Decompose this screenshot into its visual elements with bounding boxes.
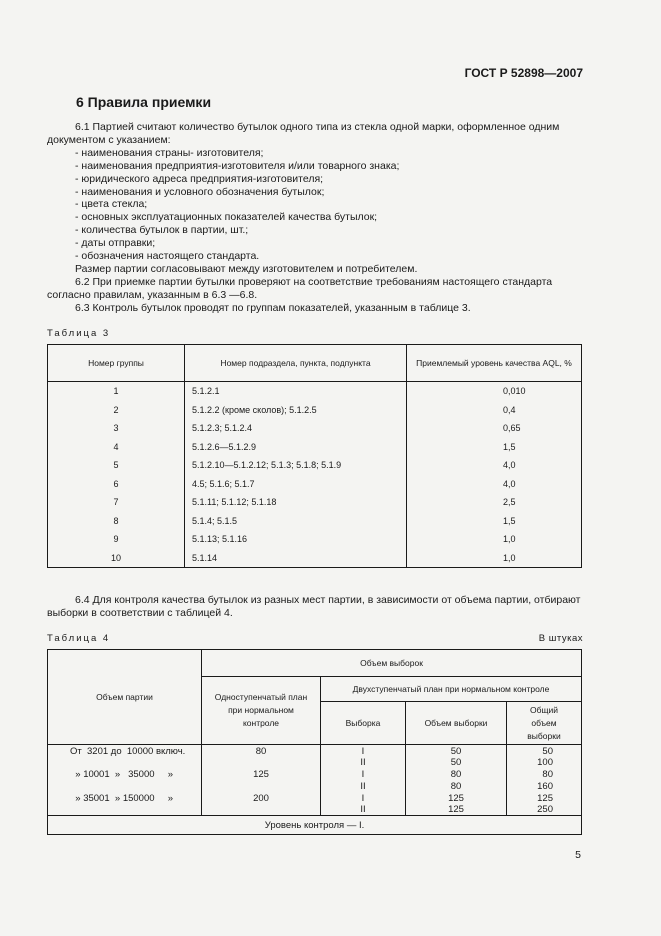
cell-line: 125 [448, 792, 464, 804]
table-row [48, 475, 582, 494]
list-item: - наименования страны- изготовителя; [75, 146, 264, 159]
column-header: Номер подраздела, пункта, подпункта [185, 345, 407, 382]
list-item: - даты отправки; [75, 237, 156, 250]
table-cell [406, 745, 507, 769]
table-cell: 2 [48, 401, 185, 420]
table-cell: 4.5; 5.1.6; 5.1.7 [185, 475, 407, 494]
table-row [48, 456, 582, 475]
cell-line: 160 [537, 780, 553, 792]
table-header-row [48, 345, 582, 382]
column-header: Приемлемый уровень качества AQL, % [407, 345, 582, 382]
cell-line: II [360, 757, 366, 769]
units-label: В штуках [538, 633, 583, 644]
cell-line: 50 [542, 746, 553, 757]
table-cell: 5.1.14 [185, 549, 407, 568]
table-cell [507, 768, 582, 791]
cell-line: 250 [537, 804, 553, 816]
paragraph-lot-size: Размер партии согласовывают между изготовителем и потребителем. [75, 262, 418, 275]
cell-line: 125 [537, 792, 553, 804]
table-cell: 5.1.2.6—5.1.2.9 [185, 438, 407, 457]
list-item: - цвета стекла; [75, 198, 148, 211]
column-header: Двухступенчатый план при нормальном контроле [321, 677, 582, 702]
table-cell: 3 [48, 419, 185, 438]
table-cell: 10 [48, 549, 185, 568]
table-cell: 8 [48, 512, 185, 531]
cell-line: I [361, 769, 365, 781]
table-cell: 5.1.13; 5.1.16 [185, 530, 407, 549]
table-row [48, 530, 582, 549]
table-cell: 9 [48, 530, 185, 549]
cell-line: 80 [542, 769, 553, 781]
table-row [48, 419, 582, 438]
cell-line: 80 [450, 769, 462, 781]
section-title: 6 Правила приемки [76, 94, 212, 110]
table-cell: 7 [48, 493, 185, 512]
cell-line: I [361, 746, 365, 757]
cell-line: II [360, 804, 366, 816]
cell-line: 100 [537, 757, 553, 769]
table-cell: 5.1.2.1 [185, 382, 407, 401]
cell-line: II [360, 780, 366, 792]
table-row [48, 549, 582, 568]
column-header: Объем выборок [202, 650, 582, 677]
table-cell: 4,0 [407, 456, 582, 475]
table-cell: 5 [48, 456, 185, 475]
table-cell: 2,5 [407, 493, 582, 512]
table-cell: 5.1.2.10—5.1.2.12; 5.1.3; 5.1.8; 5.1.9 [185, 456, 407, 475]
table-cell: » 35001 » 150000 » [48, 792, 202, 816]
table-cell: 5.1.11; 5.1.12; 5.1.18 [185, 493, 407, 512]
table-cell: 80 [202, 745, 321, 769]
table-row [48, 792, 582, 816]
table-4-caption: Таблица 4 [47, 633, 111, 644]
table-cell: 5.1.2.2 (кроме сколов); 5.1.2.5 [185, 401, 407, 420]
table-cell [321, 745, 406, 769]
table-4 [47, 649, 582, 835]
body-text [47, 121, 584, 315]
table-row [48, 768, 582, 791]
table-cell: 4 [48, 438, 185, 457]
table-cell [406, 768, 507, 791]
table-cell [321, 768, 406, 791]
cell-line: I [361, 792, 365, 804]
table-cell: 200 [202, 792, 321, 816]
column-header: Объем выборки [406, 702, 507, 745]
table-row [48, 401, 582, 420]
cell-line: 125 [448, 804, 464, 816]
table-cell: 125 [202, 768, 321, 791]
table-cell: 5.1.2.3; 5.1.2.4 [185, 419, 407, 438]
paragraph-6-1: 6.1 Партией считают количество бутылок одного типа из стекла одной марки, оформленное одним документом с указанием: [47, 121, 560, 146]
table-cell [507, 745, 582, 769]
table-cell: 0,4 [407, 401, 582, 420]
table-cell: 0,010 [407, 382, 582, 401]
list-item: - количества бутылок в партии, шт.; [75, 224, 249, 237]
table-cell [321, 792, 406, 816]
table-cell: 1,0 [407, 549, 582, 568]
table-row [48, 493, 582, 512]
paragraph-6-3: 6.3 Контроль бутылок проводят по группам показателей, указанным в таблице 3. [75, 301, 471, 314]
column-header: Номер группы [48, 345, 185, 382]
table-row [48, 512, 582, 531]
table-3 [47, 344, 582, 568]
cell-line: 50 [450, 746, 462, 757]
column-header: Одноступенчатый план при нормальном контроле [202, 677, 321, 745]
table-3-caption: Таблица 3 [47, 328, 111, 339]
table-cell: От 3201 до 10000 включ. [48, 745, 202, 769]
table-cell: 6 [48, 475, 185, 494]
body-text-2 [47, 594, 584, 620]
list-item: - наименования и условного обозначения бутылок; [75, 185, 325, 198]
cell-line: 50 [450, 757, 462, 769]
table-cell: 1,5 [407, 512, 582, 531]
list-item: - юридического адреса предприятия-изготовителя; [75, 172, 324, 185]
table-cell [507, 792, 582, 816]
document-code: ГОСТ Р 52898—2007 [464, 66, 583, 80]
table-cell: 0,65 [407, 419, 582, 438]
column-header: Выборка [321, 702, 406, 745]
table-cell: 5.1.4; 5.1.5 [185, 512, 407, 531]
table-cell: 1,5 [407, 438, 582, 457]
list-item: - основных эксплуатационных показателей качества бутылок; [75, 211, 378, 224]
paragraph-6-2: 6.2 При приемке партии бутылки проверяют на соответствие требованиям настоящего стандарта согласно правилам, указанным в 6.3 —6.8. [47, 275, 553, 301]
table-row [48, 382, 582, 401]
table-cell: 1,0 [407, 530, 582, 549]
table-cell: 4,0 [407, 475, 582, 494]
table-footer: Уровень контроля — I. [48, 816, 582, 835]
list-item: - наименования предприятия-изготовителя и/или товарного знака; [75, 159, 400, 172]
table-row [48, 438, 582, 457]
table-cell [406, 792, 507, 816]
cell-line: 80 [450, 780, 462, 792]
table-cell: 1 [48, 382, 185, 401]
column-header: Объем партии [48, 650, 202, 745]
table-row [48, 745, 582, 769]
table-footer-row [48, 816, 582, 835]
paragraph-6-4: 6.4 Для контроля качества бутылок из разных мест партии, в зависимости от объема партии, отбирают выборки в соответствии с таблицей 4. [47, 594, 581, 619]
table-cell: » 10001 » 35000 » [48, 768, 202, 791]
table-header-row [48, 650, 582, 677]
list-item: - обозначения настоящего стандарта. [75, 250, 260, 263]
page-number: 5 [575, 849, 581, 861]
column-header: Общий объем выборки [507, 702, 582, 745]
